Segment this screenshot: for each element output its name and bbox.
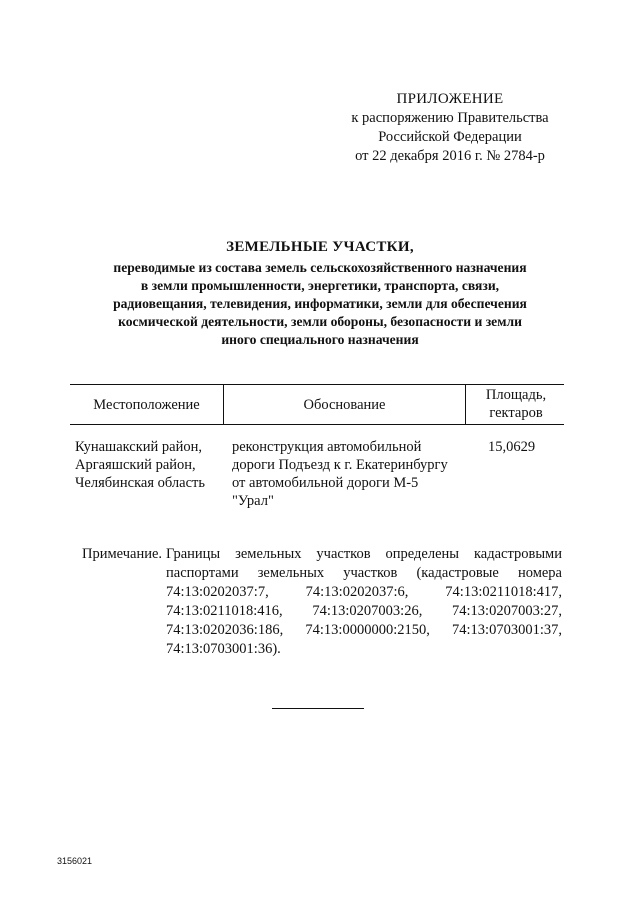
note-text: Границы земельных участков определены кадастровыми паспортами земельных участков (кадастровые номера 74:13:0202037:7, 74:13:0202037:6, 74:13:0211018:417, 74:13:0211018:416, 74:13:0207003:26, 74:13:0207003:27, 74:13:0202036:186, 74:13:0000000:2150, 74:13:0703001:37, 74:13:0703001:36). — [166, 546, 562, 657]
heading-line-1: переводимые из состава земель сельскохозяйственного назначения — [113, 260, 527, 275]
document-code: 3156021 — [57, 856, 93, 866]
header-location: Местоположение — [93, 397, 200, 413]
location-line-2: Аргаяшский район, — [75, 457, 196, 473]
heading-title: ЗЕМЕЛЬНЫЕ УЧАСТКИ, — [226, 239, 414, 255]
row-location — [75, 438, 225, 492]
basis-line-2: дороги Подъезд к г. Екатеринбургу — [232, 457, 448, 473]
location-line-1: Кунашакский район, — [75, 439, 203, 455]
basis-line-1: реконструкция автомобильной — [232, 439, 422, 455]
heading-line-4: космической деятельности, земли обороны, безопасности и земли — [118, 314, 522, 329]
basis-line-4: "Урал" — [232, 493, 274, 509]
location-line-3: Челябинская область — [75, 475, 205, 491]
heading-line-2: в земли промышленности, энергетики, транспорта, связи, — [140, 278, 500, 293]
heading-subtitle — [60, 259, 580, 349]
heading-line-3: радиовещания, телевидения, информатики, земли для обеспечения — [113, 296, 527, 311]
heading-line-5: иного специального назначения — [221, 332, 419, 347]
header-area-line-2: гектаров — [489, 405, 543, 421]
basis-line-3: от автомобильной дороги М-5 — [232, 475, 419, 491]
row-basis — [232, 438, 472, 510]
appendix-line-1: к распоряжению Правительства — [351, 110, 549, 126]
header-basis: Обоснование — [303, 397, 386, 413]
closing-rule — [272, 708, 364, 709]
appendix-block — [330, 90, 570, 166]
appendix-line-3: от 22 декабря 2016 г. № 2784-р — [355, 148, 545, 164]
table-top-rule — [70, 384, 564, 385]
document-heading — [60, 239, 580, 349]
appendix-title: ПРИЛОЖЕНИЕ — [396, 91, 504, 107]
header-area — [466, 386, 566, 422]
appendix-line-2: Российской Федерации — [378, 129, 522, 145]
header-area-line-1: Площадь, — [485, 387, 547, 403]
note-label: Примечание. — [82, 546, 163, 562]
row-area: 15,0629 — [488, 439, 536, 455]
table-header-rule — [70, 424, 564, 425]
